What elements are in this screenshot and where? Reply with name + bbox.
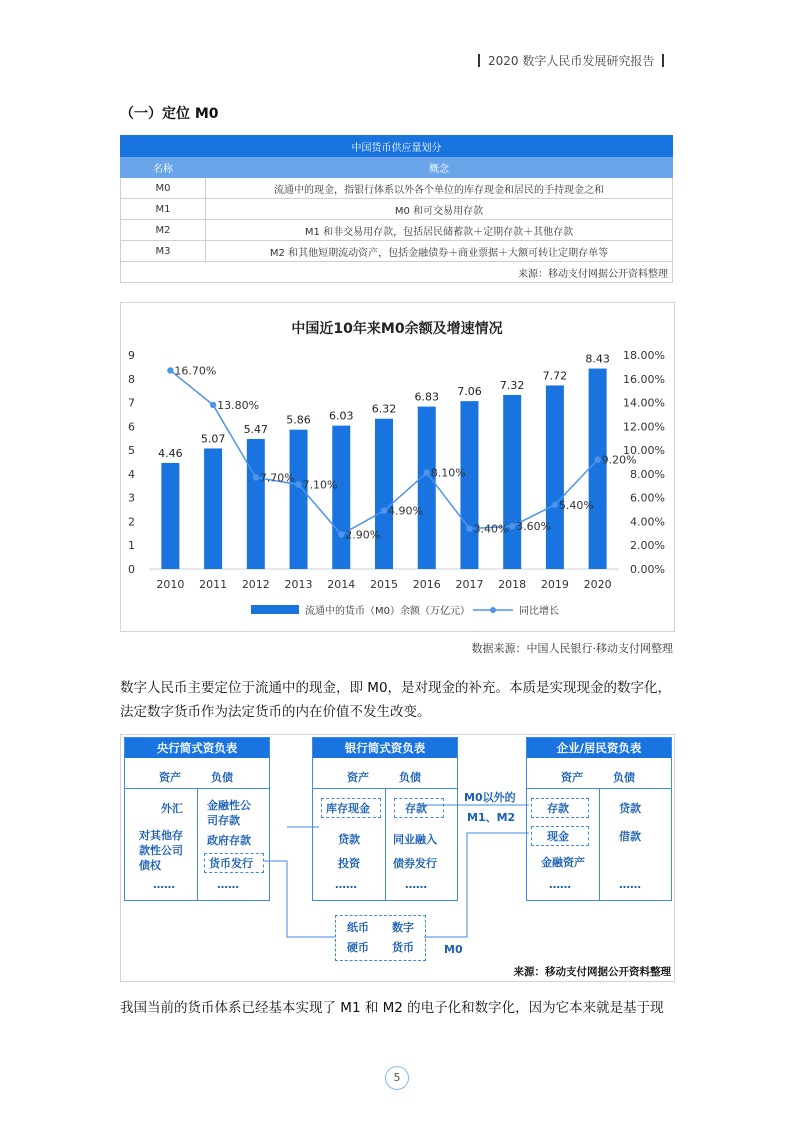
growth-point	[381, 508, 387, 514]
y-right-tick-label: 4.00%	[630, 515, 665, 529]
bar-value-label: 5.86	[286, 413, 311, 427]
growth-label: 13.80%	[217, 398, 260, 412]
y-right-tick-label: 10.00%	[623, 444, 665, 458]
bar-value-label: 6.83	[414, 390, 439, 404]
enterprise-liabilities-header: 负债	[613, 771, 635, 784]
enterprise-asset-financial: 金融资产	[541, 856, 585, 869]
bank-asset-loans: 贷款	[338, 833, 360, 846]
growth-point	[253, 474, 259, 480]
bank-liabilities-header: 负债	[399, 771, 421, 784]
x-tick-label: 2011	[199, 578, 228, 591]
central-liabilities-header: 负债	[211, 771, 233, 784]
growth-point	[509, 523, 515, 529]
x-tick-label: 2019	[540, 578, 569, 591]
growth-label: 4.90%	[388, 504, 423, 518]
growth-point	[167, 367, 173, 373]
cash-digital-2: 货币	[392, 941, 414, 954]
central-asset-claims-2: 款性公司	[139, 844, 183, 857]
central-bank-title: 央行简式资负表	[125, 738, 269, 758]
central-liab-currency-issuance: 货币发行	[209, 857, 253, 870]
growth-label: 3.40%	[473, 522, 509, 536]
paragraph-2: 我国当前的货币体系已经基本实现了 M1 和 M2 的电子化和数字化，因为它本来就是基于现	[120, 1000, 664, 1016]
growth-point	[466, 525, 472, 531]
central-liab-ellipsis: ……	[217, 878, 239, 891]
bar-value-label: 6.32	[371, 402, 397, 416]
table-row	[121, 241, 673, 262]
central-assets-header: 资产	[159, 771, 181, 784]
bank-asset-ellipsis: ……	[335, 878, 357, 891]
y-left-tick-label: 8	[128, 372, 135, 386]
growth-label: 2.90%	[345, 528, 381, 542]
growth-point	[338, 531, 344, 537]
legend-line-label: 同比增长	[519, 606, 559, 617]
bar	[418, 407, 436, 569]
y-left-tick-label: 4	[128, 467, 135, 481]
cash-m0-label: M0	[444, 943, 463, 956]
y-left-tick-label: 5	[128, 444, 135, 458]
bank-panel	[312, 737, 458, 901]
balance-sheet-diagram	[120, 734, 675, 982]
page-number: 5	[385, 1066, 409, 1090]
chart-canvas	[121, 303, 674, 631]
y-left-tick-label: 2	[128, 515, 135, 529]
x-tick-label: 2014	[327, 578, 356, 591]
bar-value-label: 5.07	[200, 432, 226, 446]
bank-liab-ellipsis: ……	[405, 878, 427, 891]
cash-paper: 纸币	[347, 921, 369, 934]
bar-value-label: 7.06	[457, 385, 482, 399]
table-cell-concept: M1 和非交易用存款，包括居民储蓄款＋定期存款＋其他存款	[206, 220, 673, 241]
y-right-tick-label: 8.00%	[630, 467, 665, 481]
section-title: （一）定位 M0	[120, 106, 219, 122]
growth-label: 7.10%	[302, 478, 338, 492]
enterprise-title: 企业/居民资负表	[527, 738, 671, 758]
bar	[204, 448, 222, 569]
y-right-tick-label: 16.00%	[623, 372, 665, 386]
y-left-tick-label: 7	[128, 396, 135, 410]
table-cell-name: M2	[121, 220, 206, 241]
table-row	[121, 199, 673, 220]
cash-coin: 硬币	[347, 941, 369, 954]
bar	[332, 426, 350, 569]
x-tick-label: 2010	[156, 578, 185, 591]
bar	[161, 463, 179, 569]
divider	[385, 788, 386, 900]
table-cell-name: M0	[121, 178, 206, 199]
y-left-tick-label: 0	[128, 563, 135, 576]
bar-value-label: 6.03	[329, 409, 354, 423]
cash-digital-1: 数字	[392, 921, 414, 934]
legend-bar-swatch	[251, 605, 299, 614]
bank-liab-bonds: 债券发行	[393, 857, 437, 870]
y-right-tick-label: 18.00%	[623, 349, 665, 362]
legend-line-marker	[490, 607, 496, 613]
bank-asset-investments: 投资	[338, 857, 360, 870]
table-cell-concept: 流通中的现金，指银行体系以外各个单位的库存现金和居民的手持现金之和	[206, 178, 673, 199]
header-title: 2020 数字人民币发展研究报告	[488, 54, 655, 68]
table-title: 中国货币供应量划分	[121, 136, 673, 157]
enterprise-asset-ellipsis: ……	[549, 878, 571, 891]
growth-point	[552, 502, 558, 508]
enterprise-liab-loans: 贷款	[619, 802, 641, 815]
running-header	[470, 52, 680, 68]
x-tick-label: 2017	[455, 578, 484, 591]
table-row	[121, 220, 673, 241]
growth-label: 16.70%	[174, 364, 217, 378]
central-liab-deposits-2: 司存款	[207, 814, 240, 827]
x-tick-label: 2020	[583, 578, 612, 591]
table-header-concept: 概念	[206, 157, 673, 178]
central-liab-gov-deposits: 政府存款	[207, 834, 251, 847]
x-tick-label: 2018	[498, 578, 527, 591]
diagram-source: 来源：移动支付网据公开资料整理	[513, 966, 671, 978]
table-cell-concept: M0 和可交易用存款	[206, 199, 673, 220]
x-tick-label: 2013	[284, 578, 313, 591]
bank-asset-vault-cash: 库存现金	[326, 802, 370, 815]
m-label-line-1: M0以外的	[464, 791, 516, 804]
growth-point	[210, 402, 216, 408]
m-label-line-2: M1、M2	[467, 811, 516, 824]
y-right-tick-label: 0.00%	[630, 563, 665, 576]
money-supply-table	[120, 135, 673, 283]
chart-source: 数据来源：中国人民银行·移动支付网整理	[471, 642, 673, 655]
growth-label: 7.70%	[259, 471, 295, 485]
growth-point	[295, 481, 301, 487]
bar-value-label: 5.47	[243, 422, 269, 436]
y-left-tick-label: 1	[128, 539, 135, 553]
table-cell-name: M3	[121, 241, 206, 262]
bar	[503, 395, 521, 569]
y-left-tick-label: 3	[128, 491, 135, 505]
growth-label: 8.10%	[430, 466, 466, 480]
paragraph-1	[120, 676, 680, 724]
enterprise-liab-borrowings: 借款	[619, 830, 641, 843]
enterprise-liab-ellipsis: ……	[619, 878, 641, 891]
central-asset-claims-1: 对其他存	[139, 829, 183, 842]
growth-label: 5.40%	[558, 498, 594, 512]
header-bar-right	[662, 54, 664, 67]
bar-value-label: 4.46	[158, 446, 183, 460]
x-tick-label: 2012	[241, 578, 270, 591]
central-asset-fx: 外汇	[161, 802, 183, 815]
enterprise-asset-deposits: 存款	[547, 802, 569, 815]
bar	[290, 430, 308, 569]
growth-point	[424, 470, 430, 476]
table-cell-name: M1	[121, 199, 206, 220]
bar	[460, 401, 478, 569]
enterprise-asset-cash: 现金	[547, 830, 569, 843]
y-right-tick-label: 14.00%	[623, 396, 665, 410]
bar	[247, 439, 265, 569]
central-liab-deposits-1: 金融性公	[207, 799, 251, 812]
bar	[375, 419, 393, 569]
bank-assets-header: 资产	[347, 771, 369, 784]
y-left-tick-label: 9	[128, 349, 135, 362]
paragraph-1-line-2: 法定数字货币作为法定货币的内在价值不发生改变。	[120, 704, 431, 720]
enterprise-assets-header: 资产	[561, 771, 583, 784]
bank-liab-interbank: 同业融入	[393, 833, 437, 846]
divider	[197, 788, 198, 900]
header-bar-left	[478, 54, 480, 67]
m0-chart	[120, 302, 675, 632]
central-bank-panel	[124, 737, 270, 901]
bar	[589, 369, 607, 569]
growth-point	[594, 456, 600, 462]
divider	[599, 788, 600, 900]
bar-value-label: 7.72	[542, 369, 568, 383]
legend-bar-label: 流通中的货币（M0）余额（万亿元）	[305, 606, 470, 617]
growth-label: 9.20%	[601, 453, 637, 467]
bar-value-label: 7.32	[499, 378, 525, 392]
x-tick-label: 2015	[370, 578, 398, 591]
x-tick-label: 2016	[412, 578, 441, 591]
bank-title: 银行简式资负表	[313, 738, 457, 758]
enterprise-panel	[526, 737, 672, 901]
bank-liab-deposits: 存款	[405, 802, 427, 815]
growth-label: 3.60%	[516, 520, 552, 534]
table-row	[121, 178, 673, 199]
y-left-tick-label: 6	[128, 420, 135, 434]
y-right-tick-label: 6.00%	[630, 491, 665, 505]
chart-title: 中国近10年来M0余额及增速情况	[291, 321, 503, 337]
y-right-tick-label: 2.00%	[630, 539, 665, 553]
bar	[546, 385, 564, 569]
bar-value-label: 8.43	[585, 352, 610, 366]
paragraph-1-line-1: 数字人民币主要定位于流通中的现金，即 M0，是对现金的补充。本质是实现现金的数字化，	[120, 680, 672, 696]
y-right-tick-label: 12.00%	[623, 420, 665, 434]
central-asset-ellipsis: ……	[153, 878, 175, 891]
table-header-name: 名称	[121, 157, 206, 178]
table-cell-concept: M2 和其他短期流动资产，包括金融债券＋商业票据＋大额可转让定期存单等	[206, 241, 673, 262]
table-source: 来源：移动支付网据公开资料整理	[121, 262, 673, 283]
central-asset-claims-3: 债权	[139, 859, 161, 872]
